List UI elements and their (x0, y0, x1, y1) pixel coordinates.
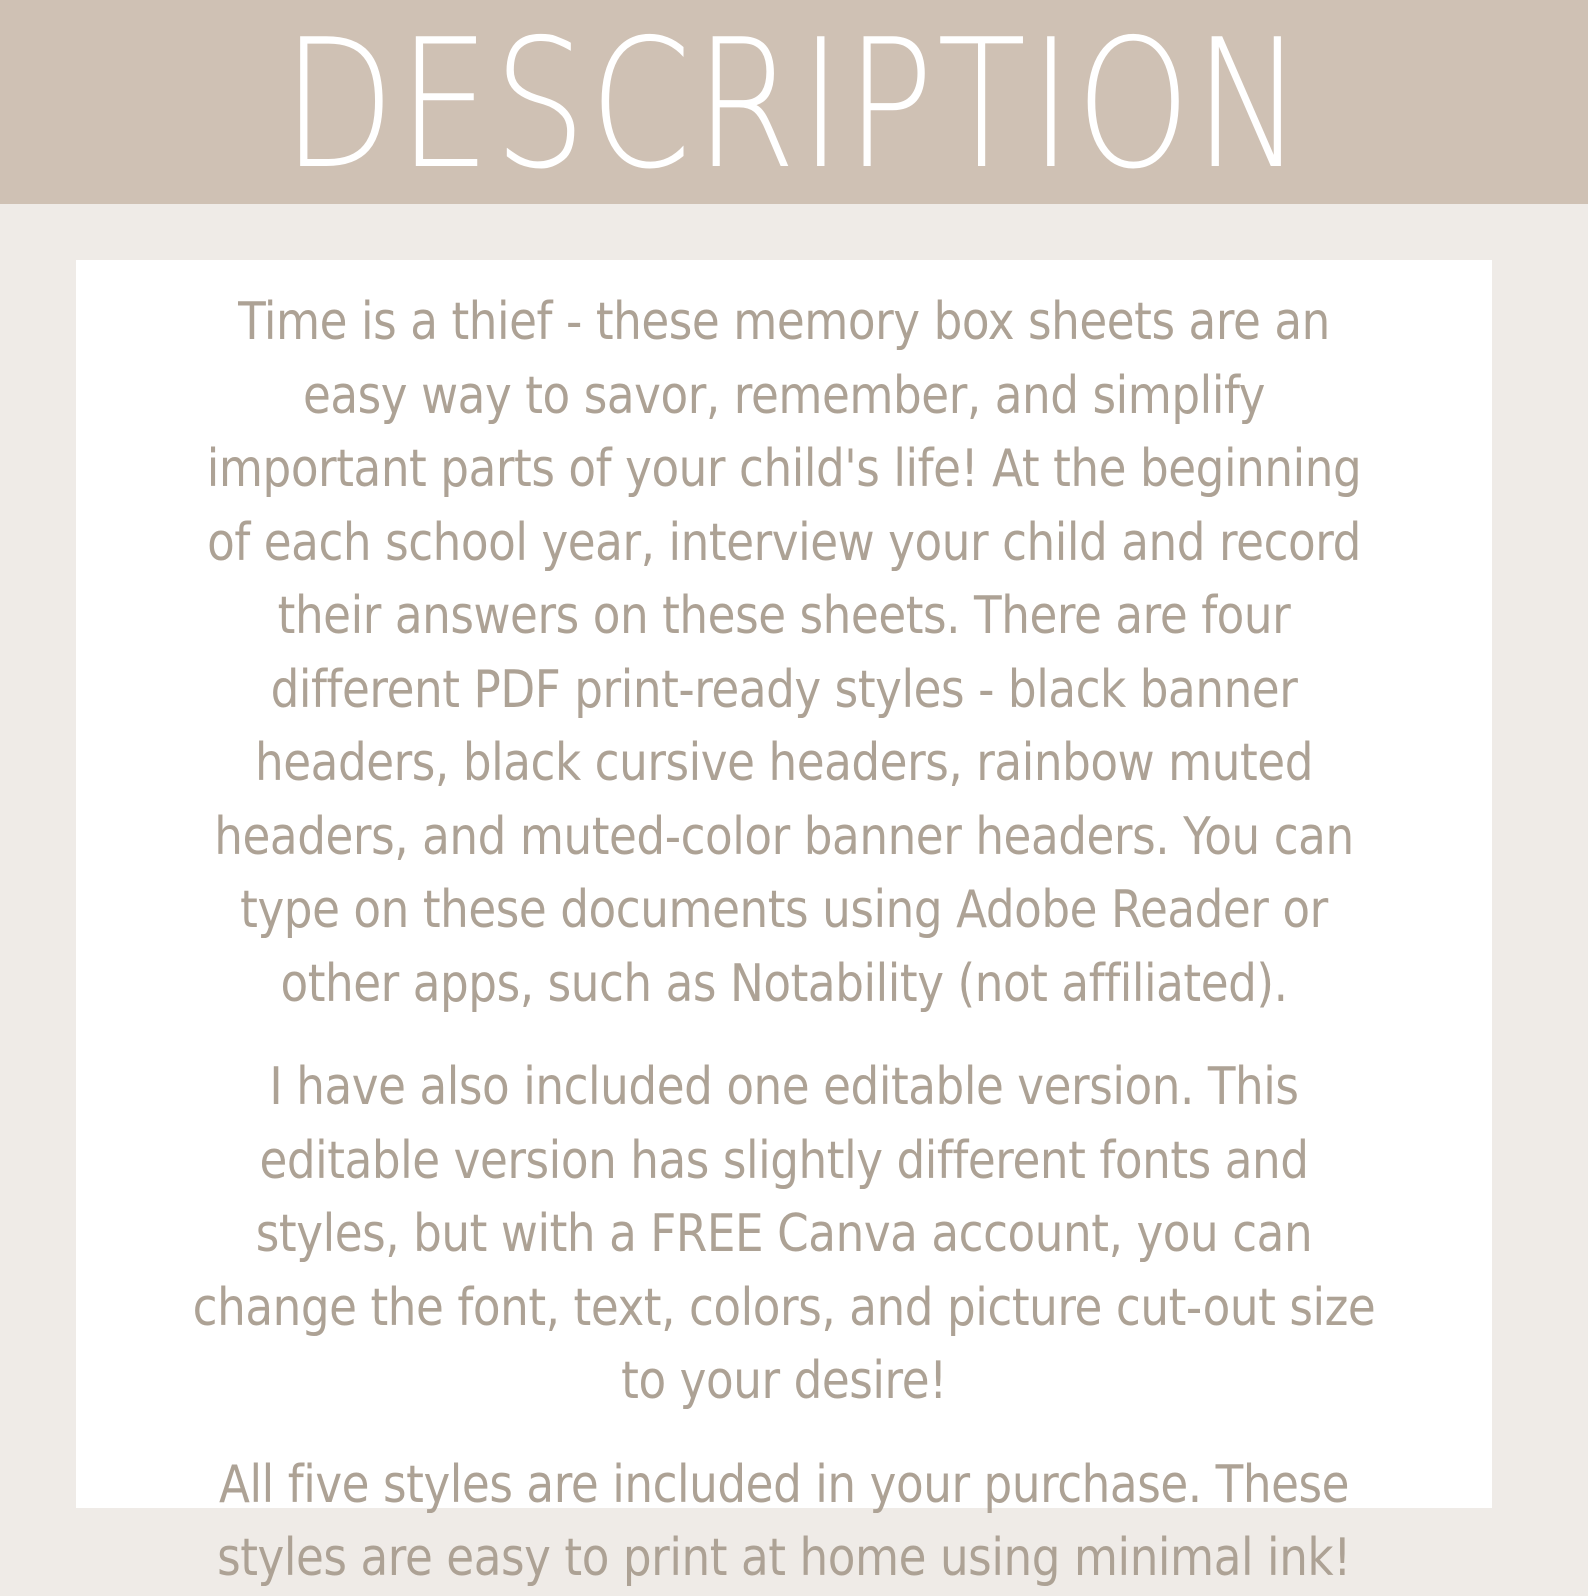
header-band (0, 0, 1588, 208)
description-paragraph-2: I have also included one editable version. This editable version has slightly different fonts and styles, but with a FREE Canva account, you can change the font, text, colors, and picture cut-out size to your desire! (192, 1057, 1376, 1411)
description-paragraph-3: All five styles are included in your purchase. These styles are easy to print at home using minimal ink! (217, 1454, 1351, 1588)
description-paragraph-1: Time is a thief - these memory box sheets are an easy way to savor, remember, and simplify important parts of your child's life! At the beginning of each school year, interview your child and record their answers on these sheets. There are four different PDF print-ready styles - black banner headers, black cursive headers, rainbow muted headers, and muted-color banner headers. You can type on these documents using Adobe Reader or other apps, such as Notability (not affiliated). (206, 292, 1362, 1014)
description-card (76, 260, 1492, 1588)
page-title: DESCRIPTION (281, 1, 1307, 208)
